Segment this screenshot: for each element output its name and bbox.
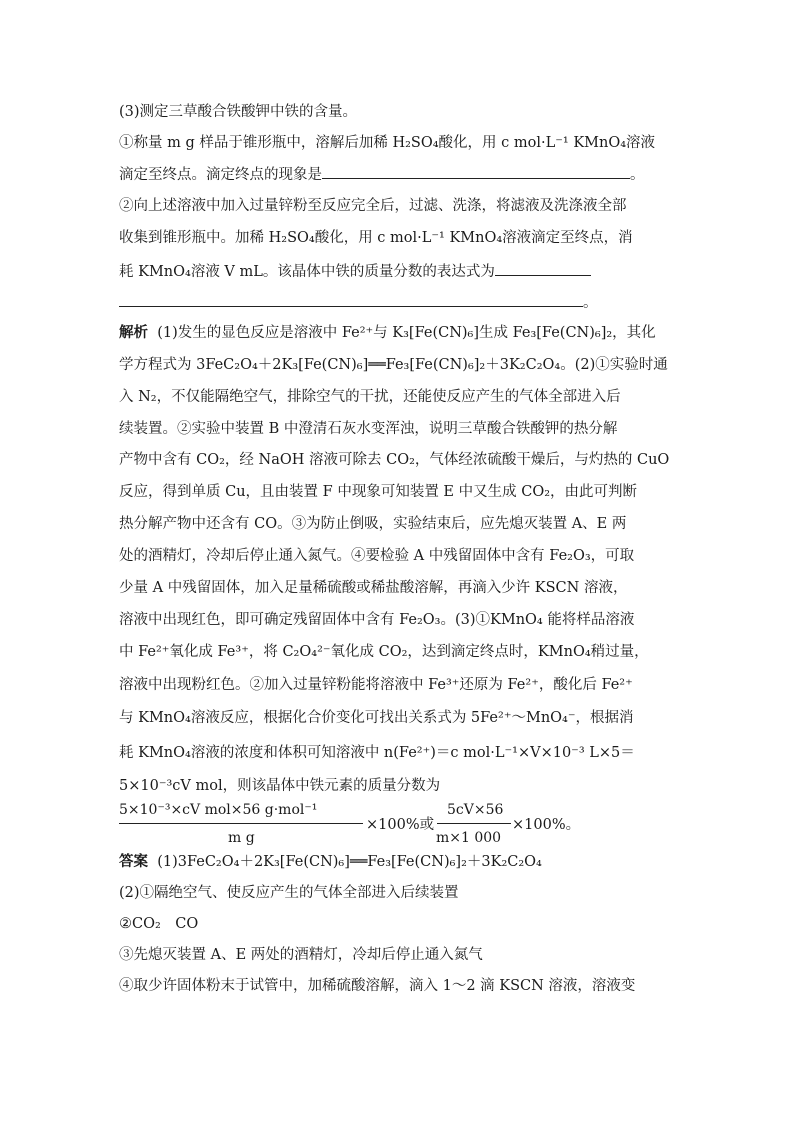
analysis-line-7: 热分解产物中还含有 CO。③为防止倒吸，实验结束后，应先熄灭装置 A、E 两 xyxy=(119,516,627,532)
fraction-mid-text: ×100%或 xyxy=(366,817,435,833)
answer-line-2: (2)①隔绝空气、使反应产生的气体全部进入后续装置 xyxy=(119,885,459,901)
answer-line-4: ③先熄灭装置 A、E 两处的酒精灯，冷却后停止通入氮气 xyxy=(119,947,483,963)
analysis-line-15: 5×10⁻³cV mol，则该晶体中铁元素的质量分数为 xyxy=(119,778,441,794)
answer-line-1: 答案 (1)3FeC₂O₄＋2K₃[Fe(CN)₆]══Fe₃[Fe(CN)₆]₂＋3K₂C₂O₄ xyxy=(119,854,542,870)
question-title: (3)测定三草酸合铁酸钾中铁的含量。 xyxy=(119,104,358,120)
analysis-line-12: 溶液中出现粉红色。②加入过量锌粉能将溶液中 Fe³⁺还原为 Fe²⁺，酸化后 Fe²⁺ xyxy=(119,677,633,693)
analysis-label: 解析 xyxy=(119,325,148,341)
fraction-end-text: ×100%。 xyxy=(512,817,581,833)
analysis-line-10: 溶液中出现红色，即可确定残留固体中含有 Fe₂O₃。(3)①KMnO₄ 能将样品溶液 xyxy=(119,612,635,628)
analysis-line-4: 续装置。②实验中装置 B 中澄清石灰水变浑浊，说明三草酸合铁酸钾的热分解 xyxy=(119,421,618,437)
analysis-line-11: 中 Fe²⁺氧化成 Fe³⁺，将 C₂O₄²⁻氧化成 CO₂，达到滴定终点时，KMnO₄稍过量， xyxy=(119,644,649,660)
fraction-1-numerator: 5×10⁻³×cV mol×56 g·mol⁻¹ xyxy=(119,802,318,818)
answer-blank-2a[interactable] xyxy=(495,259,591,276)
analysis-line-6: 反应，得到单质 Cu，且由装置 F 中现象可知装置 E 中又生成 CO₂，由此可判断 xyxy=(119,484,638,500)
answer-label: 答案 xyxy=(119,854,148,870)
fraction-2-bar xyxy=(437,823,511,824)
fraction-2-numerator: 5cV×56 xyxy=(447,802,504,818)
analysis-line-3: 入 N₂，不仅能隔绝空气，排除空气的干扰，还能使反应产生的气体全部进入后 xyxy=(119,389,621,405)
question-step2-line2: 收集到锥形瓶中。加稀 H₂SO₄酸化，用 c mol·L⁻¹ KMnO₄溶液滴定至终点，消 xyxy=(119,230,633,246)
question-step1-line2: 滴定至终点。滴定终点的现象是 。 xyxy=(119,162,645,186)
analysis-line-8: 处的酒精灯，冷却后停止通入氮气。④要检验 A 中残留固体中含有 Fe₂O₃，可取 xyxy=(119,548,635,564)
question-step2-line4: 。 xyxy=(119,290,598,314)
fraction-2-denominator: m×1 000 xyxy=(436,830,502,846)
analysis-line-9: 少量 A 中残留固体，加入足量稀硫酸或稀盐酸溶解，再滴入少许 KSCN 溶液， xyxy=(119,580,628,596)
question-step1-line1: ①称量 m g 样品于锥形瓶中，溶解后加稀 H₂SO₄酸化，用 c mol·L⁻¹ KMnO₄溶液 xyxy=(119,135,656,151)
answer-blank-2b[interactable] xyxy=(119,290,583,307)
question-step2-line3: 耗 KMnO₄溶液 V mL。该晶体中铁的质量分数的表达式为 xyxy=(119,259,591,283)
answer-line-3: ②CO₂ CO xyxy=(119,916,199,932)
fraction-1-bar xyxy=(119,823,363,824)
answer-line-5: ④取少许固体粉末于试管中，加稀硫酸溶解，滴入 1～2 滴 KSCN 溶液，溶液变 xyxy=(119,978,636,994)
answer-blank-1[interactable] xyxy=(322,162,630,179)
analysis-line-14: 耗 KMnO₄溶液的浓度和体积可知溶液中 n(Fe²⁺)＝c mol·L⁻¹×V×10⁻³ L×5＝ xyxy=(119,745,635,761)
analysis-line-2: 学方程式为 3FeC₂O₄＋2K₃[Fe(CN)₆]══Fe₃[Fe(CN)₆]₂＋3K₂C₂O₄。(2)①实验时通 xyxy=(119,357,668,373)
fraction-1-denominator: m g xyxy=(228,830,255,846)
question-step2-line1: ②向上述溶液中加入过量锌粉至反应完全后，过滤、洗涤，将滤液及洗涤液全部 xyxy=(119,198,627,214)
analysis-line-13: 与 KMnO₄溶液反应，根据化合价变化可找出关系式为 5Fe²⁺～MnO₄⁻，根据消 xyxy=(119,710,634,726)
analysis-line-5: 产物中含有 CO₂，经 NaOH 溶液可除去 CO₂，气体经浓硫酸干燥后，与灼热的 CuO xyxy=(119,452,670,468)
analysis-line-1: 解析 (1)发生的显色反应是溶液中 Fe²⁺与 K₃[Fe(CN)₆]生成 Fe₃[Fe(CN)₆]₂，其化 xyxy=(119,325,656,341)
